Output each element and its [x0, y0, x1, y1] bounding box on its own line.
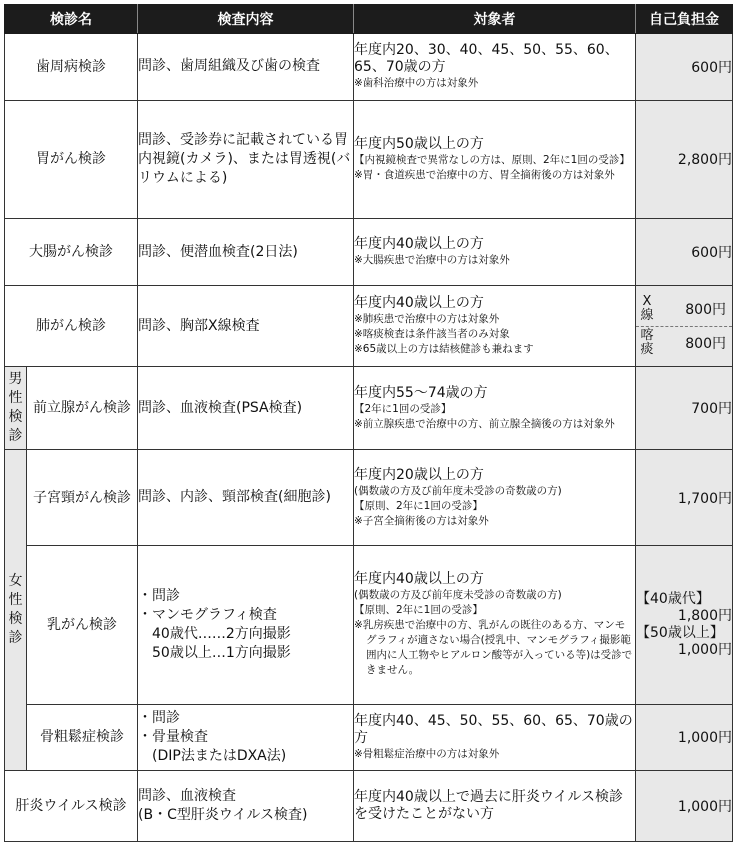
exam-fee: 600円	[636, 218, 733, 286]
fee-sputum-value: 800円	[685, 336, 726, 353]
exam-content	[138, 771, 354, 842]
fee-sputum	[636, 326, 732, 360]
group-label-female	[5, 450, 27, 771]
content-line: ・骨量検査	[138, 728, 208, 745]
exam-name: 大腸がん検診	[5, 218, 138, 286]
target-note: ※前立腺疾患で治療中の方、前立腺全摘後の方は対象外	[354, 417, 615, 430]
target-note: ※骨粗鬆症治療中の方は対象外	[354, 747, 500, 760]
exam-fee: 2,800円	[636, 100, 733, 218]
exam-content: 問診、歯周組織及び歯の検査	[138, 34, 354, 101]
fee-xray-value: 800円	[685, 302, 726, 319]
screening-table	[4, 4, 733, 842]
target-main: 年度内40、45、50、55、60、65、70歳の方	[354, 712, 633, 746]
exam-name: 骨粗鬆症検診	[27, 704, 138, 771]
exam-content: 問診、内診、頸部検査(細胞診)	[138, 450, 354, 546]
exam-target	[354, 218, 636, 286]
table-row-osteoporosis	[5, 704, 733, 771]
exam-fee	[636, 546, 733, 705]
content-line: ・問診	[138, 587, 180, 604]
exam-fee: 1,000円	[636, 771, 733, 842]
table-row-breast	[5, 546, 733, 705]
header-name: 検診名	[5, 5, 138, 34]
header-content: 検査内容	[138, 5, 354, 34]
target-sub: (偶数歳の方及び前年度未受診の奇数歳の方)	[354, 589, 562, 602]
exam-content: 問診、胸部X線検査	[138, 286, 354, 367]
exam-name: 肝炎ウイルス検診	[5, 771, 138, 842]
exam-content: 問診、受診券に記載されている胃内視鏡(カメラ)、または胃透視(バリウムによる)	[138, 100, 354, 218]
group-label-char: 性	[8, 390, 23, 407]
target-main: 年度内20、30、40、45、50、55、60、65、70歳の方	[354, 42, 619, 76]
content-line: 問診、血液検査	[138, 788, 236, 805]
group-label-char: 性	[8, 592, 23, 609]
target-note: ※65歳以上の方は結核健診も兼ねます	[354, 343, 534, 356]
table-row-prostate	[5, 367, 733, 450]
content-line: ・問診	[138, 709, 180, 726]
exam-content: 問診、血液検査(PSA検査)	[138, 367, 354, 450]
exam-name: 乳がん検診	[27, 546, 138, 705]
group-label-char: 診	[8, 630, 23, 647]
group-label-char: 男	[8, 371, 23, 388]
group-label-char: 女	[8, 573, 23, 590]
target-main: 年度内20歳以上の方	[354, 466, 484, 483]
target-sub: 【2年に1回の受診】	[354, 402, 452, 415]
target-note: ※大腸疾患で治療中の方は対象外	[354, 254, 510, 267]
group-label-char: 診	[8, 428, 23, 445]
content-line: (B・C型肝炎ウイルス検査)	[138, 807, 308, 824]
exam-fee	[636, 286, 733, 367]
exam-content	[138, 546, 354, 705]
group-label-text	[5, 572, 26, 648]
fee-value-50plus: 1,000円	[677, 641, 732, 658]
exam-target	[354, 286, 636, 367]
fee-sputum-label: 喀痰	[640, 328, 654, 358]
target-sub: 【内視鏡検査で異常なしの方は、原則、2年に1回の受診】	[354, 153, 630, 166]
target-sub: 【原則、2年に1回の受診】	[354, 499, 483, 512]
exam-name: 胃がん検診	[5, 100, 138, 218]
table-row-lung	[5, 286, 733, 367]
target-note: ※肺疾患で治療中の方は対象外	[354, 313, 500, 326]
fee-value-40s: 1,800円	[677, 607, 732, 624]
target-note: ※歯科治療中の方は対象外	[354, 77, 479, 90]
exam-target	[354, 546, 636, 705]
table-row-colon	[5, 218, 733, 286]
exam-name: 歯周病検診	[5, 34, 138, 101]
table-row-cervical	[5, 450, 733, 546]
fee-xray-label: X線	[640, 294, 654, 324]
target-main: 年度内40歳以上の方	[354, 571, 484, 588]
exam-fee: 1,700円	[636, 450, 733, 546]
group-label-char: 検	[8, 611, 23, 628]
target-sub: 【原則、2年に1回の受診】	[354, 604, 483, 617]
exam-name: 肺がん検診	[5, 286, 138, 367]
group-label-char: 検	[8, 409, 23, 426]
exam-target	[354, 100, 636, 218]
exam-target	[354, 771, 636, 842]
exam-content: 問診、便潜血検査(2日法)	[138, 218, 354, 286]
fee-xray	[636, 293, 732, 326]
exam-target	[354, 450, 636, 546]
table-row-stomach	[5, 100, 733, 218]
target-main: 年度内50歳以上の方	[354, 135, 484, 152]
exam-fee: 700円	[636, 367, 733, 450]
table-header-row	[5, 5, 733, 34]
content-line: (DIP法またはDXA法)	[152, 747, 287, 764]
group-label-text	[5, 370, 26, 446]
exam-name: 子宮頸がん検診	[27, 450, 138, 546]
header-target: 対象者	[354, 5, 636, 34]
target-sub: (偶数歳の方及び前年度未受診の奇数歳の方)	[354, 484, 562, 497]
exam-target	[354, 34, 636, 101]
fee-label-40s: 【40歳代】	[636, 590, 710, 607]
target-main: 年度内40歳以上の方	[354, 236, 484, 253]
header-fee: 自己負担金	[636, 5, 733, 34]
table-row-hepatitis	[5, 771, 733, 842]
target-note: ※子宮全摘術後の方は対象外	[354, 514, 489, 527]
exam-target	[354, 367, 636, 450]
target-note: ※喀痰検査は条件該当者のみ対象	[354, 328, 510, 341]
exam-fee: 600円	[636, 34, 733, 101]
group-label-male	[5, 367, 27, 450]
target-main: 年度内55〜74歳の方	[354, 384, 488, 401]
fee-label-50plus: 【50歳以上】	[636, 624, 724, 641]
content-line: 50歳以上…1方向撮影	[152, 644, 291, 661]
target-main: 年度内40歳以上の方	[354, 295, 484, 312]
content-line: 40歳代……2方向撮影	[152, 625, 291, 642]
exam-content	[138, 704, 354, 771]
exam-fee: 1,000円	[636, 704, 733, 771]
table-row-periodontal	[5, 34, 733, 101]
content-line: ・マンモグラフィ検査	[138, 606, 277, 623]
target-main: 年度内40歳以上で過去に肝炎ウイルス検診を受けたことがない方	[354, 789, 623, 823]
exam-name: 前立腺がん検診	[27, 367, 138, 450]
exam-target	[354, 704, 636, 771]
target-note: ※乳房疾患で治療中の方、乳がんの既往のある方、マンモグラフィが適さない場合(授乳中、マンモグラフィ撮影範囲内に人工物やヒアルロン酸等が入っている等)は受診できません。	[354, 619, 633, 677]
target-note: ※胃・食道疾患で治療中の方、胃全摘術後の方は対象外	[354, 168, 615, 181]
